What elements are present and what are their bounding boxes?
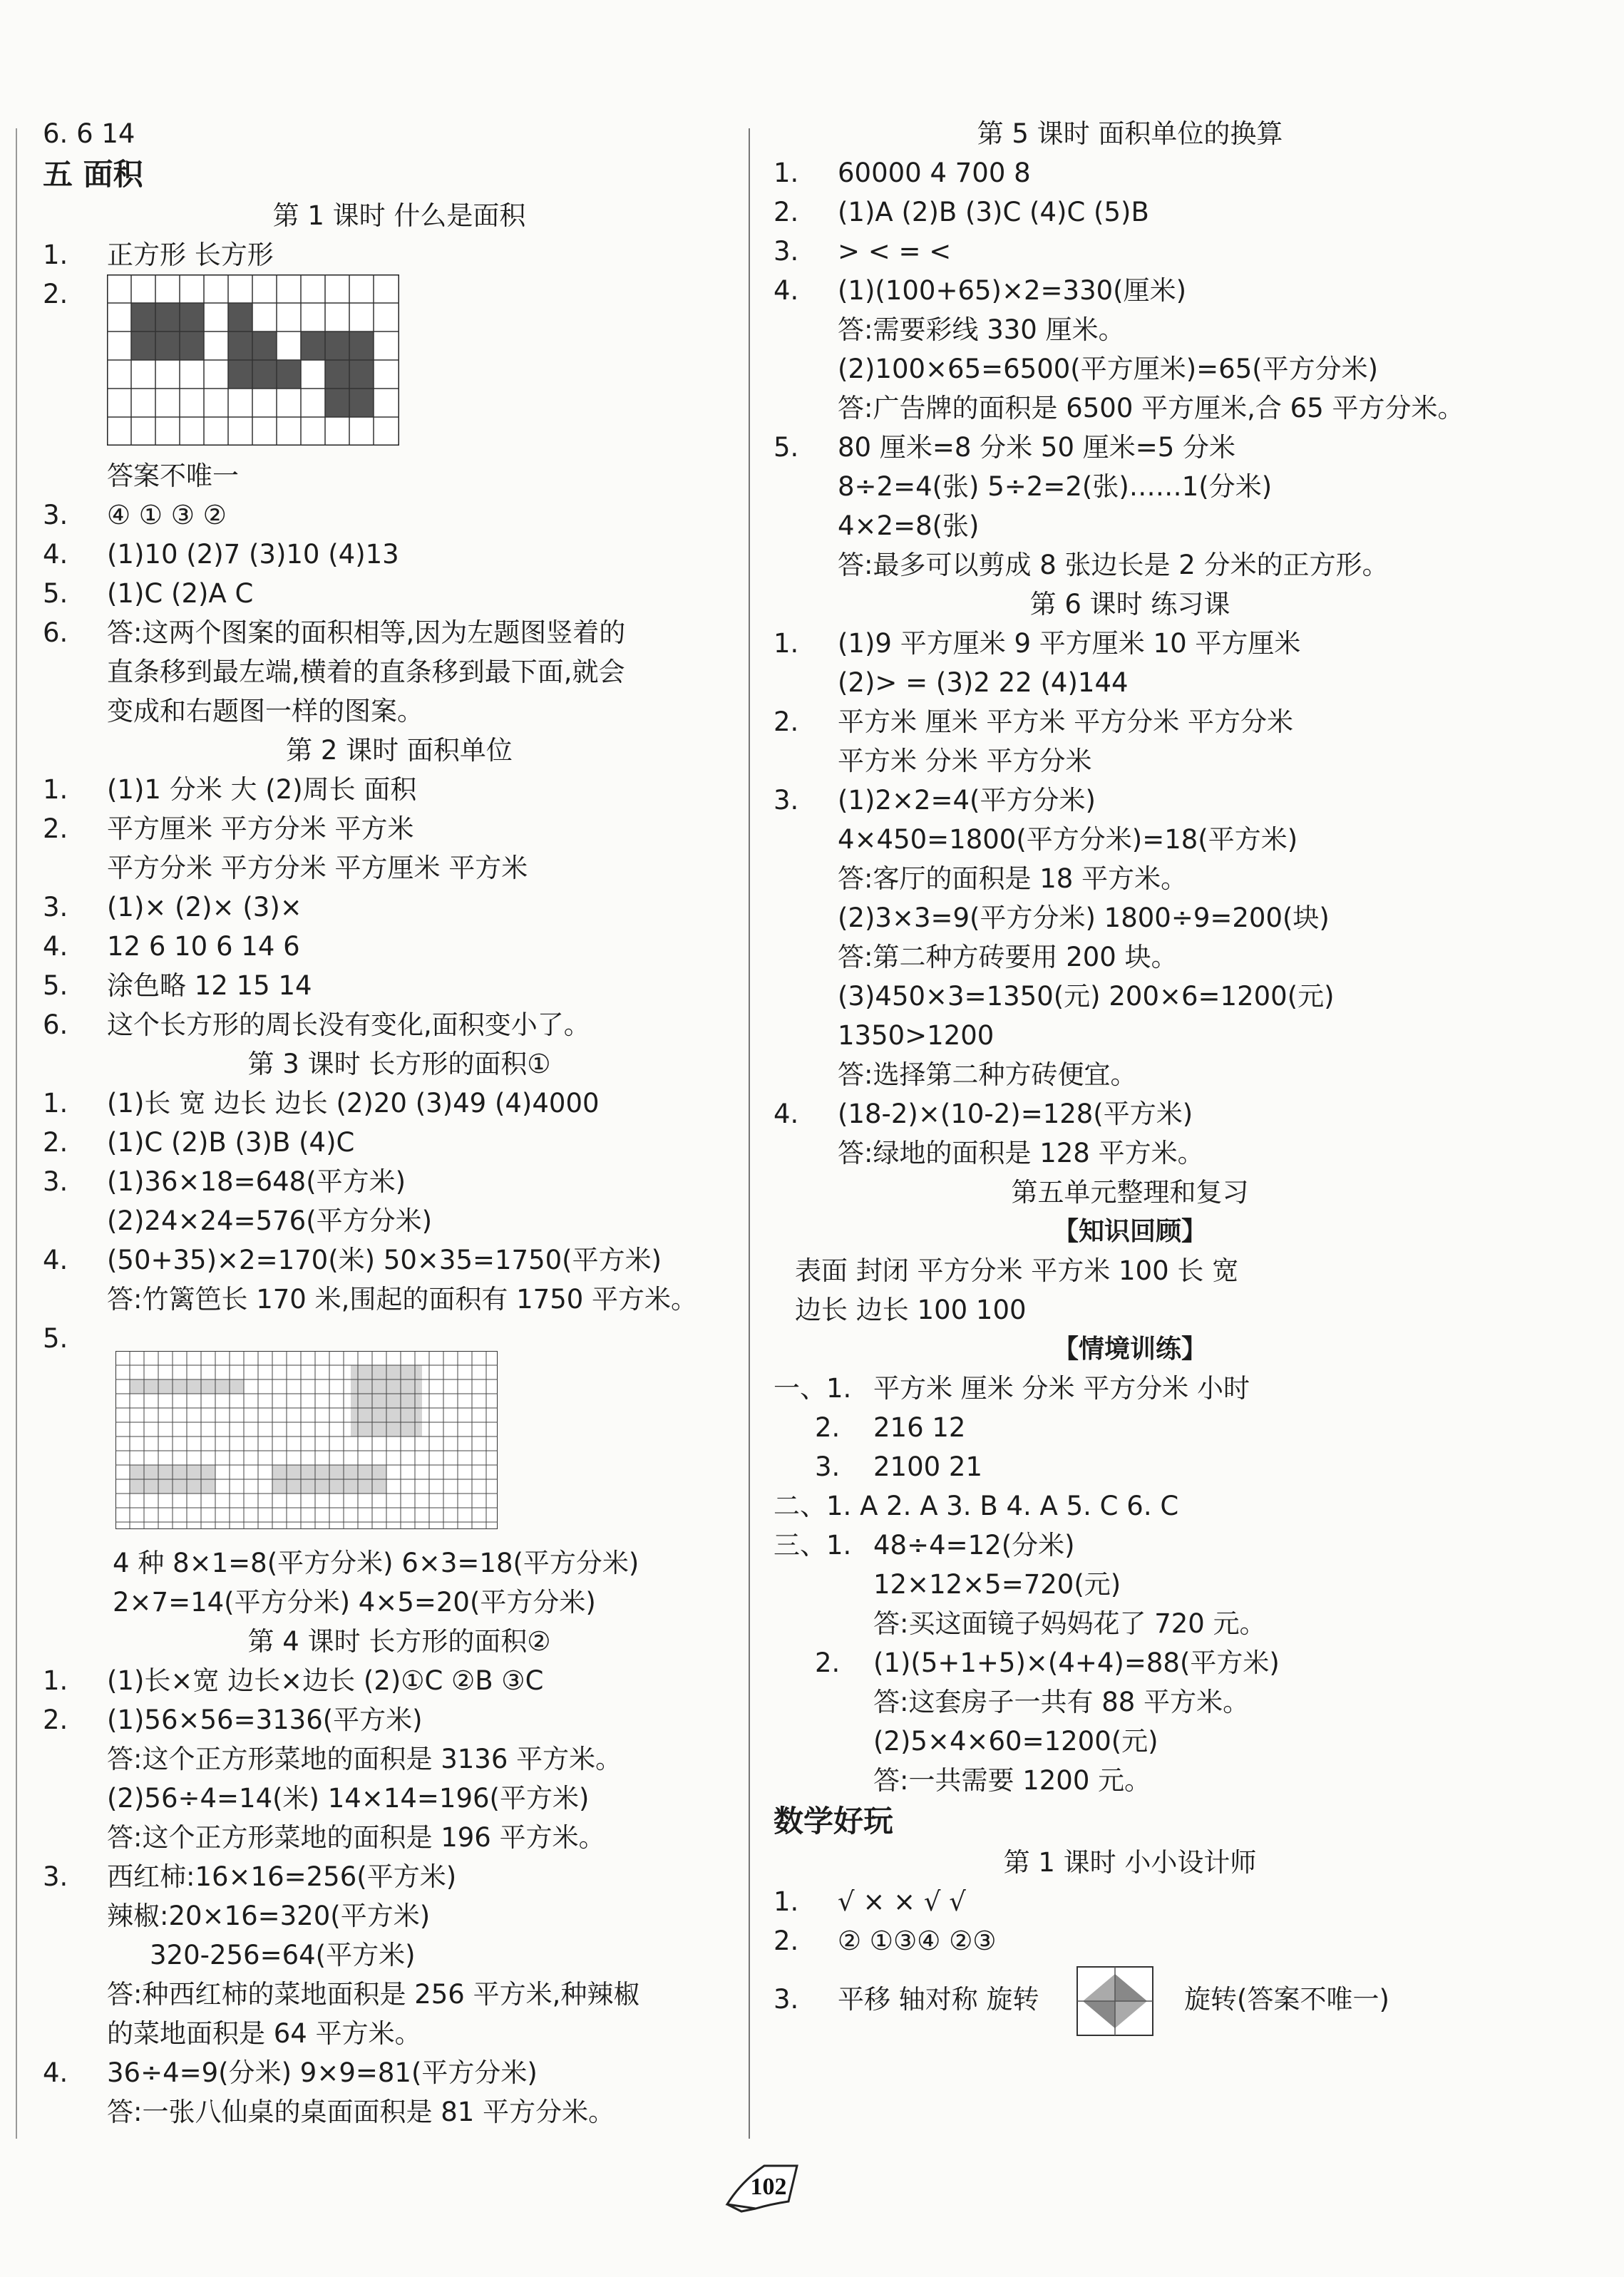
answer-note: 答案不唯一 bbox=[107, 461, 239, 491]
rectangle-grid-svg bbox=[115, 1351, 498, 1529]
answer-text: 涂色略 12 15 14 bbox=[107, 970, 312, 1001]
lesson-heading: 第 6 课时 练习课 bbox=[1029, 589, 1230, 620]
question-number: 一、1. bbox=[774, 1373, 852, 1404]
answer-text: 216 12 bbox=[873, 1412, 966, 1443]
lesson-heading: 第 1 课时 小小设计师 bbox=[1003, 1847, 1257, 1878]
answer-text: 变成和右题图一样的图案。 bbox=[107, 696, 423, 726]
question-number: 1. bbox=[43, 1665, 68, 1696]
area-grid-svg bbox=[107, 274, 399, 446]
answer-text: (1)长 宽 边长 边长 (2)20 (3)49 (4)4000 bbox=[107, 1088, 600, 1119]
question-number: 5. bbox=[43, 970, 68, 1001]
question-number: 三、1. bbox=[774, 1530, 852, 1561]
question-number: 1. bbox=[43, 1088, 68, 1119]
answer-text: 答:种西红柿的菜地面积是 256 平方米,种辣椒 bbox=[107, 1979, 640, 2010]
answer-text: 答:一张八仙桌的桌面面积是 81 平方分米。 bbox=[107, 2097, 615, 2127]
question-number: 4. bbox=[774, 1099, 799, 1129]
answer-text: 答:这套房子一共有 88 平方米。 bbox=[873, 1687, 1250, 1717]
question-number: 2. bbox=[43, 279, 68, 309]
answer-text: 平方米 厘米 平方米 平方分米 平方分米 bbox=[838, 706, 1294, 737]
lesson-heading: 第 3 课时 长方形的面积① bbox=[247, 1049, 551, 1079]
answer-text: (3)450×3=1350(元) 200×6=1200(元) bbox=[838, 981, 1335, 1012]
section-heading: 【情境训练】 bbox=[1052, 1335, 1207, 1364]
question-number: 5. bbox=[43, 578, 68, 609]
answer-text: (1)C (2)B (3)B (4)C bbox=[107, 1127, 355, 1158]
answer-text: 辣椒:20×16=320(平方米) bbox=[107, 1901, 431, 1931]
question-number: 2. bbox=[43, 1127, 68, 1158]
answer-text: 答:需要彩线 330 厘米。 bbox=[838, 314, 1125, 345]
answer-text: 答:这个正方形菜地的面积是 3136 平方米。 bbox=[107, 1744, 622, 1774]
question-number: 4. bbox=[43, 1245, 68, 1275]
answer-text: (1)(5+1+5)×(4+4)=88(平方米) bbox=[873, 1648, 1280, 1678]
lesson-heading: 第 4 课时 长方形的面积② bbox=[247, 1626, 551, 1657]
answer-text: 这个长方形的周长没有变化,面积变小了。 bbox=[107, 1009, 590, 1040]
answer-text: 正方形 长方形 bbox=[107, 240, 274, 270]
answer-text: (18-2)×(10-2)=128(平方米) bbox=[838, 1099, 1193, 1129]
answer-text: 平方米 分米 平方分米 bbox=[838, 746, 1092, 776]
left-column bbox=[43, 114, 756, 2132]
question-number: 3. bbox=[774, 785, 799, 816]
answer-text: 平移 轴对称 旋转 bbox=[838, 1984, 1039, 2015]
answer-line: 6. 6 14 bbox=[43, 118, 135, 149]
answer-text: 旋转(答案不唯一) bbox=[1184, 1984, 1389, 2015]
answer-text: 答:这两个图案的面积相等,因为左题图竖着的 bbox=[107, 617, 626, 648]
question-number: 1. bbox=[774, 628, 799, 659]
area-grid-figure bbox=[43, 274, 756, 456]
answer-text: (2)> = (3)2 22 (4)144 bbox=[838, 667, 1129, 698]
answer-text: 4 种 8×1=8(平方分米) 6×3=18(平方分米) bbox=[113, 1548, 639, 1578]
answer-text: ④ ① ③ ② bbox=[107, 500, 227, 530]
question-number: 4. bbox=[43, 2057, 68, 2088]
answer-text: 答:客厅的面积是 18 平方米。 bbox=[838, 863, 1188, 894]
question-number: 3. bbox=[774, 1984, 799, 2015]
answer-text: (1)× (2)× (3)× bbox=[107, 892, 302, 922]
question-number: 2. bbox=[815, 1412, 841, 1443]
page-number: 102 bbox=[750, 2174, 787, 2200]
answer-text: √ × × √ √ bbox=[838, 1886, 966, 1917]
rectangle-grid-figure bbox=[43, 1351, 756, 1543]
answer-text: 平方厘米 平方分米 平方米 bbox=[107, 813, 414, 844]
question-number: 6. bbox=[43, 617, 68, 648]
answer-text: (1)56×56=3136(平方米) bbox=[107, 1705, 423, 1735]
answer-text: (1)(100+65)×2=330(厘米) bbox=[838, 275, 1187, 306]
question-number: 3. bbox=[815, 1451, 841, 1482]
answer-text: (1)1 分米 大 (2)周长 面积 bbox=[107, 774, 417, 805]
rotated-pattern-figure bbox=[1076, 1965, 1154, 2037]
answer-text: 2×7=14(平方分米) 4×5=20(平方分米) bbox=[113, 1587, 596, 1618]
answer-text: 2100 21 bbox=[873, 1451, 983, 1482]
review-heading: 第五单元整理和复习 bbox=[1011, 1177, 1249, 1208]
answer-text: 答:选择第二种方砖便宜。 bbox=[838, 1059, 1137, 1090]
question-number: 3. bbox=[774, 236, 799, 267]
question-number: 2. bbox=[43, 1705, 68, 1735]
question-number: 3. bbox=[43, 1861, 68, 1892]
answer-text: 表面 封闭 平方分米 平方米 100 长 宽 bbox=[795, 1255, 1239, 1286]
question-number: 3. bbox=[43, 1166, 68, 1197]
answer-text: (1)10 (2)7 (3)10 (4)13 bbox=[107, 539, 399, 570]
answer-text: 320-256=64(平方米) bbox=[150, 1940, 416, 1970]
answer-text: (2)100×65=6500(平方厘米)=65(平方分米) bbox=[838, 354, 1379, 384]
answer-text: (1)长×宽 边长×边长 (2)①C ②B ③C bbox=[107, 1665, 544, 1696]
lesson-heading: 第 2 课时 面积单位 bbox=[286, 735, 513, 766]
question-number: 4. bbox=[774, 275, 799, 306]
lesson-heading: 第 5 课时 面积单位的换算 bbox=[977, 118, 1283, 149]
answer-text: > < = < bbox=[838, 236, 952, 267]
answer-text: 西红柿:16×16=256(平方米) bbox=[107, 1861, 457, 1892]
answer-text: 12 6 10 6 14 6 bbox=[107, 931, 300, 962]
answer-text: 答:这个正方形菜地的面积是 196 平方米。 bbox=[107, 1822, 605, 1853]
question-number: 5. bbox=[774, 432, 799, 463]
answer-text: 平方分米 平方分米 平方厘米 平方米 bbox=[107, 853, 528, 883]
answer-text: 的菜地面积是 64 平方米。 bbox=[107, 2018, 421, 2049]
question-number: 2. bbox=[774, 1926, 799, 1956]
unit-title: 数学好玩 bbox=[774, 1804, 894, 1839]
answer-text: 平方米 厘米 分米 平方分米 小时 bbox=[873, 1373, 1250, 1404]
answer-text: 答:第二种方砖要用 200 块。 bbox=[838, 942, 1178, 972]
answer-text: 二、1. A 2. A 3. B 4. A 5. C 6. C bbox=[774, 1491, 1179, 1521]
answer-text: 60000 4 700 8 bbox=[838, 158, 1031, 188]
question-number: 1. bbox=[774, 158, 799, 188]
question-number: 2. bbox=[774, 197, 799, 227]
answer-text: 1350>1200 bbox=[838, 1020, 995, 1051]
answer-text: (2)56÷4=14(米) 14×14=196(平方米) bbox=[107, 1783, 590, 1814]
question-number: 2. bbox=[43, 813, 68, 844]
unit-title: 五 面积 bbox=[43, 157, 143, 192]
question-number: 1. bbox=[43, 240, 68, 270]
answer-text: (2)24×24=576(平方分米) bbox=[107, 1206, 433, 1236]
question-number: 3. bbox=[43, 892, 68, 922]
answer-text: 答:买这面镜子妈妈花了 720 元。 bbox=[873, 1608, 1266, 1639]
right-column bbox=[774, 114, 1486, 2039]
answer-text: (1)C (2)A C bbox=[107, 578, 254, 609]
answer-text: 4×2=8(张) bbox=[838, 510, 980, 541]
answer-text: (2)5×4×60=1200(元) bbox=[873, 1726, 1158, 1757]
question-number: 1. bbox=[43, 774, 68, 805]
question-number: 2. bbox=[774, 706, 799, 737]
answer-text: (1)9 平方厘米 9 平方厘米 10 平方厘米 bbox=[838, 628, 1301, 659]
answer-text: (1)36×18=648(平方米) bbox=[107, 1166, 406, 1197]
answer-text: 12×12×5=720(元) bbox=[873, 1569, 1121, 1600]
answer-text: ② ①③④ ②③ bbox=[838, 1926, 997, 1956]
answer-text: 答:广告牌的面积是 6500 平方厘米,合 65 平方分米。 bbox=[838, 393, 1464, 423]
answer-text: 48÷4=12(分米) bbox=[873, 1530, 1075, 1561]
question-number: 5. bbox=[43, 1323, 68, 1354]
answer-text: 答:绿地的面积是 128 平方米。 bbox=[838, 1138, 1204, 1168]
answer-text: 答:最多可以剪成 8 张边长是 2 分米的正方形。 bbox=[838, 550, 1389, 580]
page-number-badge bbox=[720, 2160, 806, 2214]
answer-text: 36÷4=9(分米) 9×9=81(平方分米) bbox=[107, 2057, 538, 2088]
answer-text: (1)A (2)B (3)C (4)C (5)B bbox=[838, 197, 1149, 227]
answer-text: 4×450=1800(平方分米)=18(平方米) bbox=[838, 824, 1298, 855]
question-number: 1. bbox=[774, 1886, 799, 1917]
question-number: 6. bbox=[43, 1009, 68, 1040]
left-margin-rule bbox=[16, 128, 17, 2139]
answer-text: 答:竹篱笆长 170 米,围起的面积有 1750 平方米。 bbox=[107, 1284, 698, 1315]
answer-text: 8÷2=4(张) 5÷2=2(张)……1(分米) bbox=[838, 471, 1273, 502]
answer-text: 80 厘米=8 分米 50 厘米=5 分米 bbox=[838, 432, 1236, 463]
answer-text: 边长 边长 100 100 bbox=[795, 1295, 1027, 1325]
answer-text: (2)3×3=9(平方分米) 1800÷9=200(块) bbox=[838, 903, 1330, 933]
answer-text: 答:一共需要 1200 元。 bbox=[873, 1765, 1151, 1796]
lesson-heading: 第 1 课时 什么是面积 bbox=[272, 200, 526, 231]
section-heading: 【知识回顾】 bbox=[1052, 1217, 1207, 1246]
question-number: 4. bbox=[43, 931, 68, 962]
answer-text: (1)2×2=4(平方分米) bbox=[838, 785, 1096, 816]
question-number: 2. bbox=[815, 1648, 841, 1678]
answer-text: (50+35)×2=170(米) 50×35=1750(平方米) bbox=[107, 1245, 662, 1275]
answer-text: 直条移到最左端,横着的直条移到最下面,就会 bbox=[107, 657, 625, 687]
question-number: 4. bbox=[43, 539, 68, 570]
question-number: 3. bbox=[43, 500, 68, 530]
